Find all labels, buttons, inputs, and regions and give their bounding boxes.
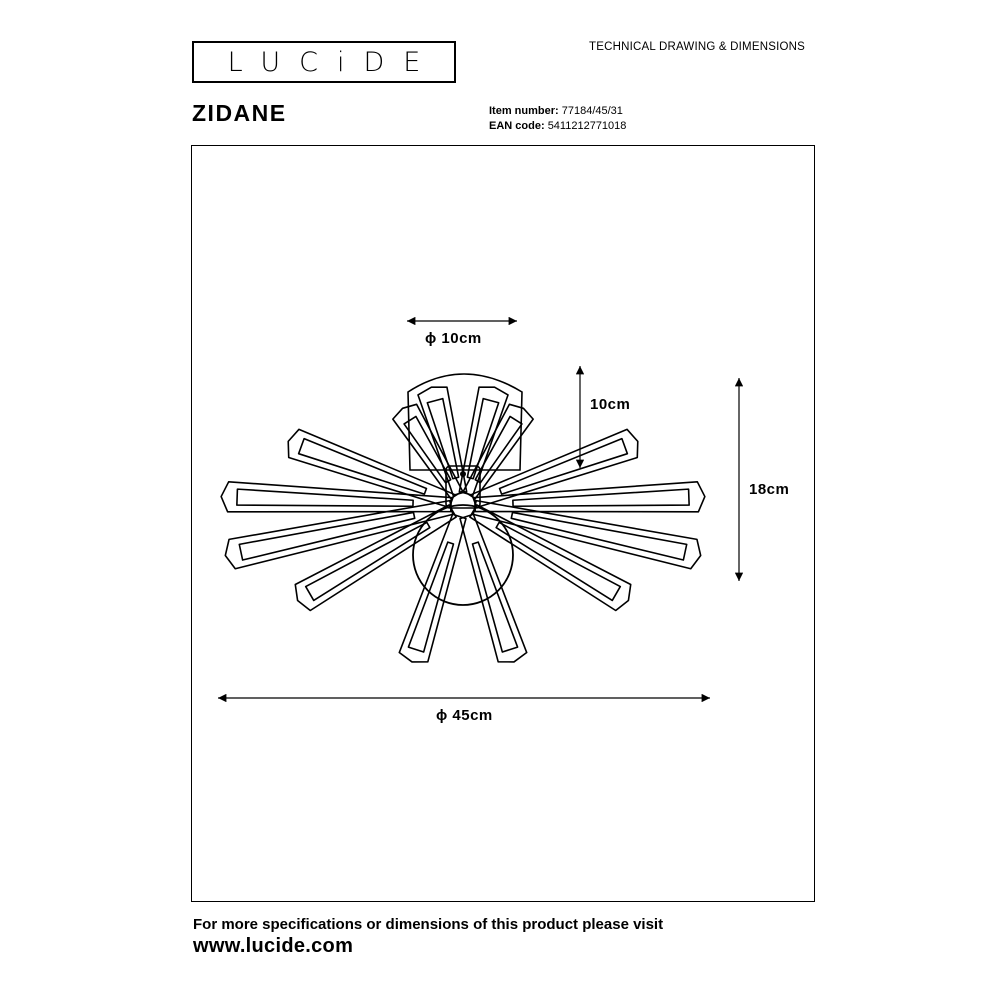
item-number-value: 77184/45/31 [561,105,623,117]
base-height-label: 10cm [590,396,631,413]
footer-url-link[interactable]: www.lucide.com [193,935,354,957]
item-number-label: Item number: [489,105,559,117]
footer-text: For more specifications or dimensions of this product please visit [193,916,664,933]
document-type: TECHNICAL DRAWING & DIMENSIONS [589,41,805,53]
lamp-ray [452,512,528,667]
base-diameter-label: ϕ 10cm [425,330,482,347]
lamp-ray [474,482,705,520]
lamp-ray [398,512,474,667]
total-height-label: 18cm [749,481,790,498]
ean-label: EAN code: [489,120,545,132]
lamp-ray [221,482,452,520]
total-diameter-label: ϕ 45cm [436,707,493,724]
product-name: ZIDANE [192,100,287,126]
brand-logo-text: LUCiDE [227,46,440,78]
ean-value: 5411212771018 [547,120,627,132]
